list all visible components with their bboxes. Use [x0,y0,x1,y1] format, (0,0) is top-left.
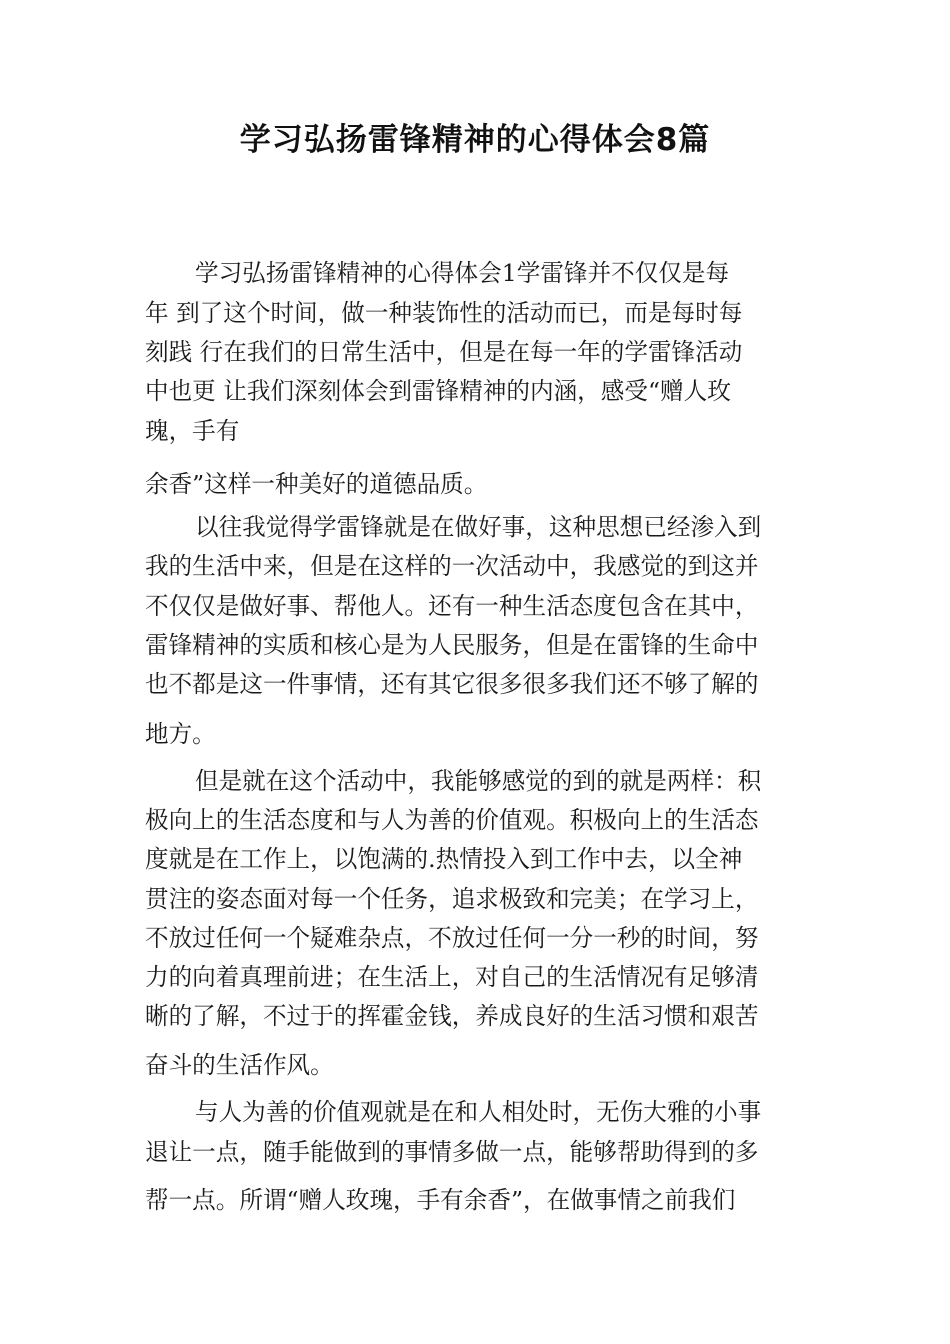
text-line: 但是就在这个活动中，我能够感觉的到的就是两样：积 [195,767,762,795]
text-line: 不仅仅是做好事、帮他人。还有一种生活态度包含在其中， [145,592,759,620]
text-line: 退让一点，随手能做到的事情多做一点，能够帮助得到的多 [145,1138,759,1166]
text-line: 度就是在工作上，以饱满的.热情投入到工作中去，以全神 [145,845,743,873]
text-line: 与人为善的价值观就是在和人相处时，无伤大雅的小事 [195,1098,762,1126]
text-line: 帮一点。所谓“赠人玫瑰，手有余香”，在做事情之前我们 [145,1186,736,1214]
text-line: 贯注的姿态面对每一个任务，追求极致和完美；在学习上， [145,885,759,913]
text-line: 余香”这样一种美好的道德品质。 [145,470,488,498]
text-line: 极向上的生活态度和与人为善的价值观。积极向上的生活态 [145,806,759,834]
text-line: 地方。 [145,720,216,748]
text-line: 我的生活中来，但是在这样的一次活动中，我感觉的到这并 [145,552,759,580]
text-line: 中也更 让我们深刻体会到雷锋精神的内涵，感受“赠人玫 [145,377,731,405]
text-line: 不放过任何一个疑难杂点，不放过任何一分一秒的时间，努 [145,924,759,952]
text-line: 瑰，手有 [145,417,240,445]
text-line: 学习弘扬雷锋精神的心得体会1学雷锋并不仅仅是每 [195,259,730,287]
text-line: 也不都是这一件事情，还有其它很多很多我们还不够了解的 [145,670,759,698]
text-line: 雷锋精神的实质和核心是为人民服务，但是在雷锋的生命中 [145,631,759,659]
text-line: 年 到了这个时间，做一种装饰性的活动而已，而是每时每 [145,299,743,327]
text-line: 晰的了解，不过于的挥霍金钱，养成良好的生活习惯和艰苦 [145,1002,759,1030]
text-line: 以往我觉得学雷锋就是在做好事，这种思想已经渗入到 [195,513,762,541]
text-line: 奋斗的生活作风。 [145,1051,334,1079]
document-title: 学习弘扬雷锋精神的心得体会8篇 [239,122,711,158]
text-line: 力的向着真理前进；在生活上，对自己的生活情况有足够清 [145,963,759,991]
text-line: 刻践 行在我们的日常生活中，但是在每一年的学雷锋活动 [145,338,743,366]
